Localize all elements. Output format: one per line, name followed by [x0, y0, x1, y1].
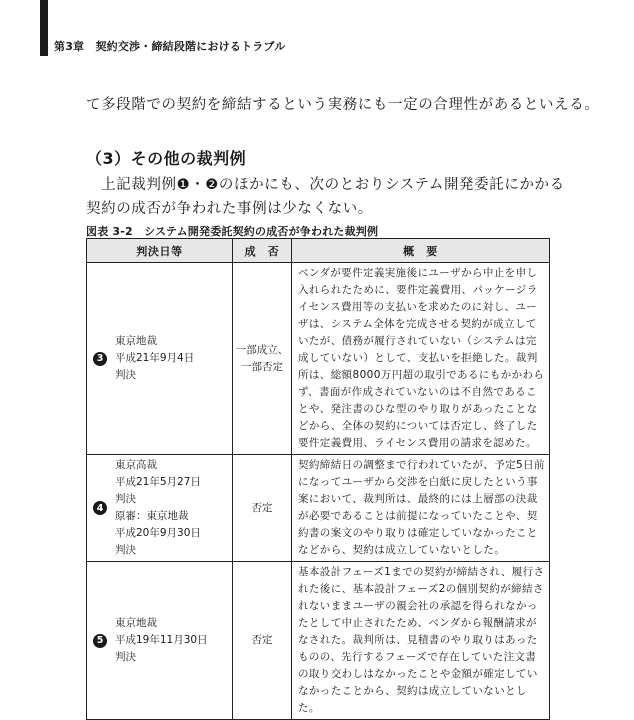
date-cell	[87, 562, 233, 720]
date-line: 判決	[115, 369, 136, 381]
table-row	[87, 562, 550, 720]
summary-cell: 基本設計フェーズ1までの契約が締結され、履行された後に、基本設計フェーズ2の個別契約が締結されないままユーザの親会社の承認を得られなかったとして中止されたため、ベンダから報酬請求がなされた。裁判所は、見積書のやり取りはあったものの、先行するフェーズで存在していた注文書の取り交わしはなかったことや金額が確定していなかったことから、契約は成立していないとした。	[292, 562, 550, 720]
date-line: 平成21年5月27日	[115, 476, 201, 488]
result-line: 一部成立、	[235, 343, 289, 356]
result-line: 否定	[251, 634, 273, 646]
date-line: 判決	[115, 651, 136, 663]
date-cell	[87, 263, 233, 455]
paragraph-continuation: て多段階での契約を締結するという実務にも一定の合理性があるといえる。	[86, 97, 600, 113]
summary-cell: ベンダが要件定義実施後にユーザから中止を申し入れられたために、要件定義費用、パッケージライセンス費用等の支払いを求めたのに対し、ユーザは、システム全体を完成させる契約が成立していたが、債務が履行されていない（システムは完成していない）として、支払いを拒絶した。裁判所は、総額8000万円超の取引であるにもかかわらず、書面が作成されていないのは不自然であることや、発注書のひな型のやり取りがあったことなどから、全体の契約については否定し、終了した要件定義費用、ライセンス費用の請求を認めた。	[292, 263, 550, 455]
header-summary: 概 要	[292, 239, 550, 263]
summary-cell: 契約締結日の調整まで行われていたが、予定5日前になってユーザから交渉を白紙に戻したという事案において、裁判所は、最終的には上層部の決裁が必要であることは前提になっていたことや、契約書の案文のやり取りは確定していなかったことなどから、契約は成立していないとした。	[292, 455, 550, 562]
result-cell	[233, 263, 292, 455]
case-number-badge: 5	[93, 634, 107, 648]
figure-caption: 図表 3-2 システム開発委託契約の成否が争われた裁判例	[86, 225, 379, 238]
chapter-header: 第3章 契約交渉・締結段階におけるトラブル	[54, 40, 286, 53]
court-cases-table	[86, 238, 550, 720]
case-number-badge: 3	[93, 352, 107, 366]
result-line: 否定	[251, 501, 273, 514]
paragraph-intro: 上記裁判例❶・❷のほかにも、次のとおりシステム開発委託にかかる契約の成否が争われた事例は少なくない。	[86, 177, 565, 217]
date-line: 東京高裁	[115, 459, 157, 471]
date-cell	[87, 455, 233, 562]
table-row	[87, 455, 550, 562]
date-line: 判決	[115, 493, 136, 505]
result-line: 一部否定	[241, 360, 283, 373]
date-line: 原審：東京地裁	[115, 510, 189, 522]
case-number-badge: 4	[93, 501, 107, 515]
section-title: （3）その他の裁判例	[86, 149, 247, 168]
date-line: 判決	[115, 544, 136, 556]
table-header-row	[87, 239, 550, 263]
table-row	[87, 263, 550, 455]
result-cell	[233, 562, 292, 720]
result-cell	[233, 455, 292, 562]
header-date: 判決日等	[87, 239, 233, 263]
date-line: 東京地裁	[115, 617, 157, 629]
date-line: 平成19年11月30日	[115, 634, 208, 646]
header-result: 成 否	[233, 239, 292, 263]
date-line: 平成20年9月30日	[115, 527, 201, 539]
date-line: 東京地裁	[115, 335, 157, 347]
chapter-side-bar	[40, 0, 48, 56]
date-line: 平成21年9月4日	[115, 352, 195, 364]
